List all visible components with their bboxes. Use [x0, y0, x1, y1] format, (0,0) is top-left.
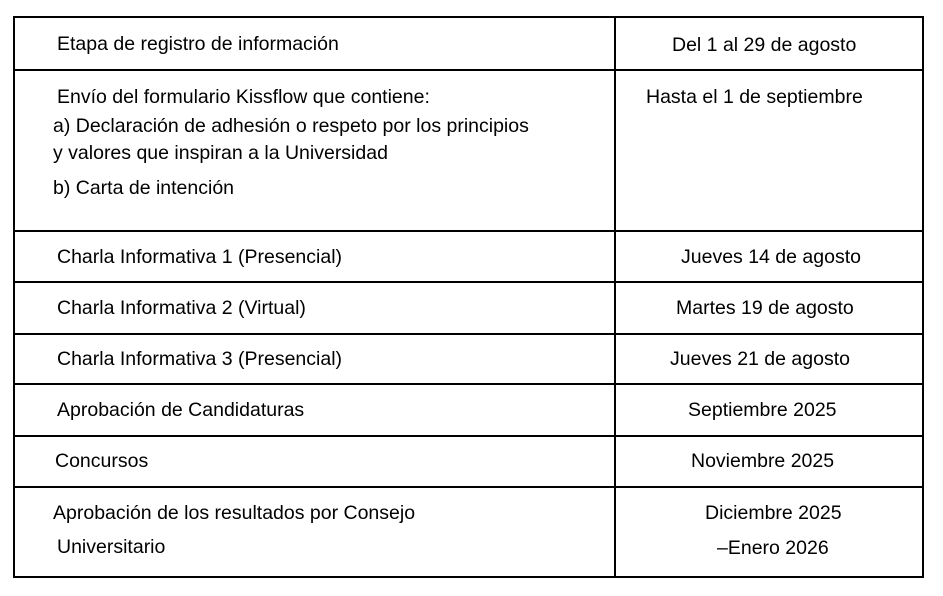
table-row: [15, 435, 922, 486]
table-row: [15, 18, 922, 69]
date-cell-line: –Enero 2026: [717, 537, 829, 559]
date-cell: Noviembre 2025: [691, 450, 835, 472]
stage-cell-line: a) Declaración de adhesión o respeto por los principios: [53, 115, 529, 137]
column-divider: [614, 488, 616, 576]
column-divider: [614, 437, 616, 486]
date-cell-line: Diciembre 2025: [705, 502, 842, 524]
stage-cell: Etapa de registro de información: [57, 33, 339, 55]
stage-cell: Concursos: [55, 450, 149, 472]
table-row: [15, 281, 922, 333]
schedule-table: [13, 16, 924, 578]
date-cell: Martes 19 de agosto: [676, 297, 854, 319]
table-row: [15, 333, 922, 383]
table-row: [15, 486, 922, 576]
date-cell: Jueves 21 de agosto: [670, 348, 850, 370]
date-cell: Hasta el 1 de septiembre: [646, 86, 863, 108]
stage-cell-line: b) Carta de intención: [53, 177, 235, 199]
stage-cell-line: y valores que inspiran a la Universidad: [53, 142, 388, 164]
table-row: [15, 69, 922, 230]
column-divider: [614, 232, 616, 281]
table-row: [15, 383, 922, 435]
date-cell: Del 1 al 29 de agosto: [672, 34, 857, 56]
stage-cell-line: Universitario: [57, 536, 166, 558]
stage-cell-line: Envío del formulario Kissflow que contiene:: [57, 86, 430, 108]
stage-cell: Charla Informativa 1 (Presencial): [57, 246, 343, 268]
date-cell: Jueves 14 de agosto: [681, 246, 861, 268]
column-divider: [614, 18, 616, 69]
column-divider: [614, 335, 616, 383]
column-divider: [614, 283, 616, 333]
stage-cell: Aprobación de Candidaturas: [57, 399, 305, 421]
table-row: [15, 230, 922, 281]
date-cell: Septiembre 2025: [688, 399, 837, 421]
stage-cell-line: Aprobación de los resultados por Consejo: [53, 502, 416, 524]
column-divider: [614, 71, 616, 230]
stage-cell: Charla Informativa 3 (Presencial): [57, 348, 343, 370]
stage-cell: Charla Informativa 2 (Virtual): [57, 297, 306, 319]
column-divider: [614, 385, 616, 435]
